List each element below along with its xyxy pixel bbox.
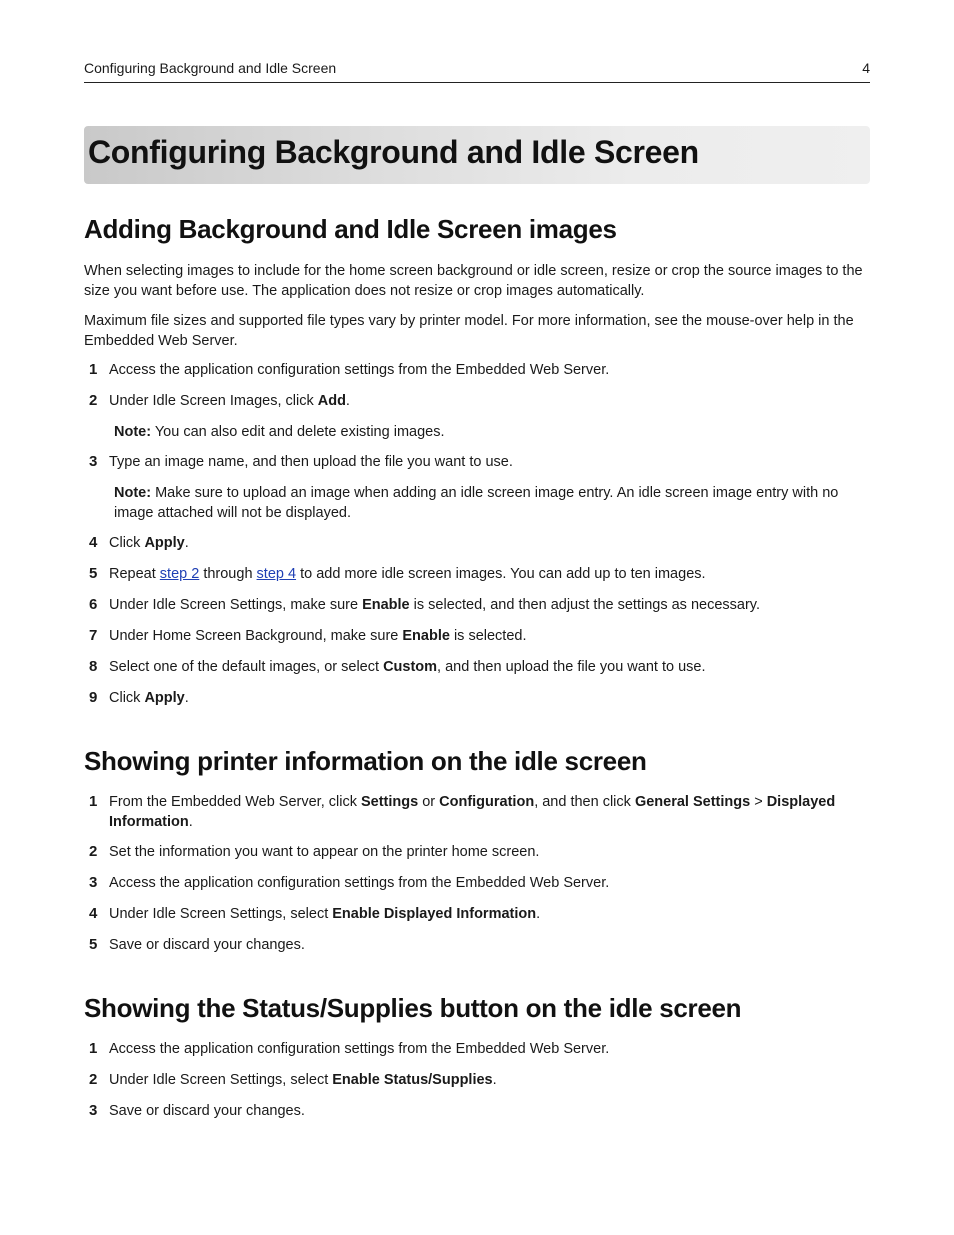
step-2-link[interactable]: step 2 [159,566,200,582]
ui-term: Enable Displayed Information [332,906,537,922]
step-text: Under Idle Screen Settings, select [109,906,333,922]
list-item [84,1070,870,1090]
step-text: . [492,1072,497,1088]
step-text: . [345,393,350,409]
ui-term: Displayed Information [109,794,836,830]
list-item [84,391,870,411]
step-number: 2 [89,843,98,860]
list-item [84,564,870,584]
step-number: 8 [89,658,98,675]
list-item [84,626,870,646]
step-text: Access the application configuration settings from the Embedded Web Server. [109,1041,610,1057]
steps-list [84,360,870,708]
step-number: 1 [89,793,98,810]
step-4-link[interactable]: step 4 [256,566,297,582]
step-text: Click [109,535,145,551]
ui-term: Configuration [439,794,535,810]
step-text: Under Idle Screen Settings, make sure [109,597,363,613]
step-text: Type an image name, and then upload the file you want to use. [109,454,513,470]
list-item [84,873,870,893]
step-text: , and then click [534,794,635,810]
step-text: to add more idle screen images. You can add up to ten images. [296,566,706,582]
step-text: , and then upload the file you want to use. [437,659,706,675]
content [84,214,870,1121]
step-number: 7 [89,627,98,644]
section-heading-printer-info: Showing printer information on the idle screen [84,746,647,776]
list-item [84,935,870,955]
list-item [84,904,870,924]
step-number: 2 [89,1071,98,1088]
note [84,483,870,523]
step-text: or [418,794,440,810]
step-number: 3 [89,453,98,470]
step-text: Set the information you want to appear on the printer home screen. [109,844,540,860]
step-text: Under Home Screen Background, make sure [109,628,403,644]
step-number: 5 [89,936,98,953]
step-text: . [188,814,193,830]
step-number: 2 [89,392,98,409]
ui-term: Enable Status/Supplies [332,1072,493,1088]
ui-term: Settings [360,794,419,810]
step-text: From the Embedded Web Server, click [109,794,361,810]
note-label: Note: [114,424,152,440]
step-text: is selected. [449,628,527,644]
chapter-title: Configuring Background and Idle Screen [88,134,699,170]
chapter-banner [84,126,870,184]
paragraph: Maximum file sizes and supported file types vary by printer model. For more information, see the mouse-over help in the Embedded Web Server. [84,313,854,349]
step-text: Click [109,690,145,706]
step-number: 6 [89,596,98,613]
ui-term: General Settings [634,794,751,810]
note-label: Note: [114,485,152,501]
ui-term: Custom [383,659,438,675]
step-text: through [199,566,257,582]
step-text: is selected, and then adjust the settings as necessary. [409,597,760,613]
step-number: 3 [89,874,98,891]
list-item [84,452,870,472]
list-item [84,1039,870,1059]
list-item [84,792,870,832]
ui-term: Enable [402,628,450,644]
step-text: Select one of the default images, or select [109,659,384,675]
steps-list [84,1039,870,1121]
ui-term: Apply [144,690,185,706]
step-text: . [184,690,189,706]
step-text: Access the application configuration settings from the Embedded Web Server. [109,362,610,378]
list-item [84,533,870,553]
steps-list [84,792,870,955]
note [84,422,870,442]
step-text: > [750,794,767,810]
running-title: Configuring Background and Idle Screen [84,60,337,76]
step-number: 3 [89,1102,98,1119]
step-number: 5 [89,565,98,582]
section-heading-adding-images: Adding Background and Idle Screen images [84,214,617,244]
step-number: 4 [89,534,98,551]
step-number: 9 [89,689,98,706]
note-text: You can also edit and delete existing images. [151,424,445,440]
step-text: Under Idle Screen Images, click [109,393,318,409]
step-text: . [536,906,541,922]
step-text: Access the application configuration settings from the Embedded Web Server. [109,875,610,891]
step-text: Repeat [109,566,160,582]
page-number: 4 [862,60,870,76]
list-item [84,360,870,380]
step-text: Save or discard your changes. [109,1103,305,1119]
list-item [84,657,870,677]
list-item [84,688,870,708]
step-number: 1 [89,1040,98,1057]
list-item [84,1101,870,1121]
step-number: 1 [89,361,98,378]
step-number: 4 [89,905,98,922]
ui-term: Apply [144,535,185,551]
ui-term: Enable [362,597,410,613]
step-text: Under Idle Screen Settings, select [109,1072,333,1088]
step-text: . [184,535,189,551]
paragraph: When selecting images to include for the home screen background or idle screen, resize or crop the source images to the size you want before use. The application does not resize or crop images automatically. [84,263,863,299]
list-item [84,842,870,862]
running-header [84,60,870,83]
step-text: Save or discard your changes. [109,937,305,953]
list-item [84,595,870,615]
section-heading-status-supplies: Showing the Status/Supplies button on the idle screen [84,993,742,1023]
note-text: Make sure to upload an image when adding an idle screen image entry. An idle screen image entry with no image attached will not be displayed. [114,485,839,521]
ui-term: Add [317,393,346,409]
